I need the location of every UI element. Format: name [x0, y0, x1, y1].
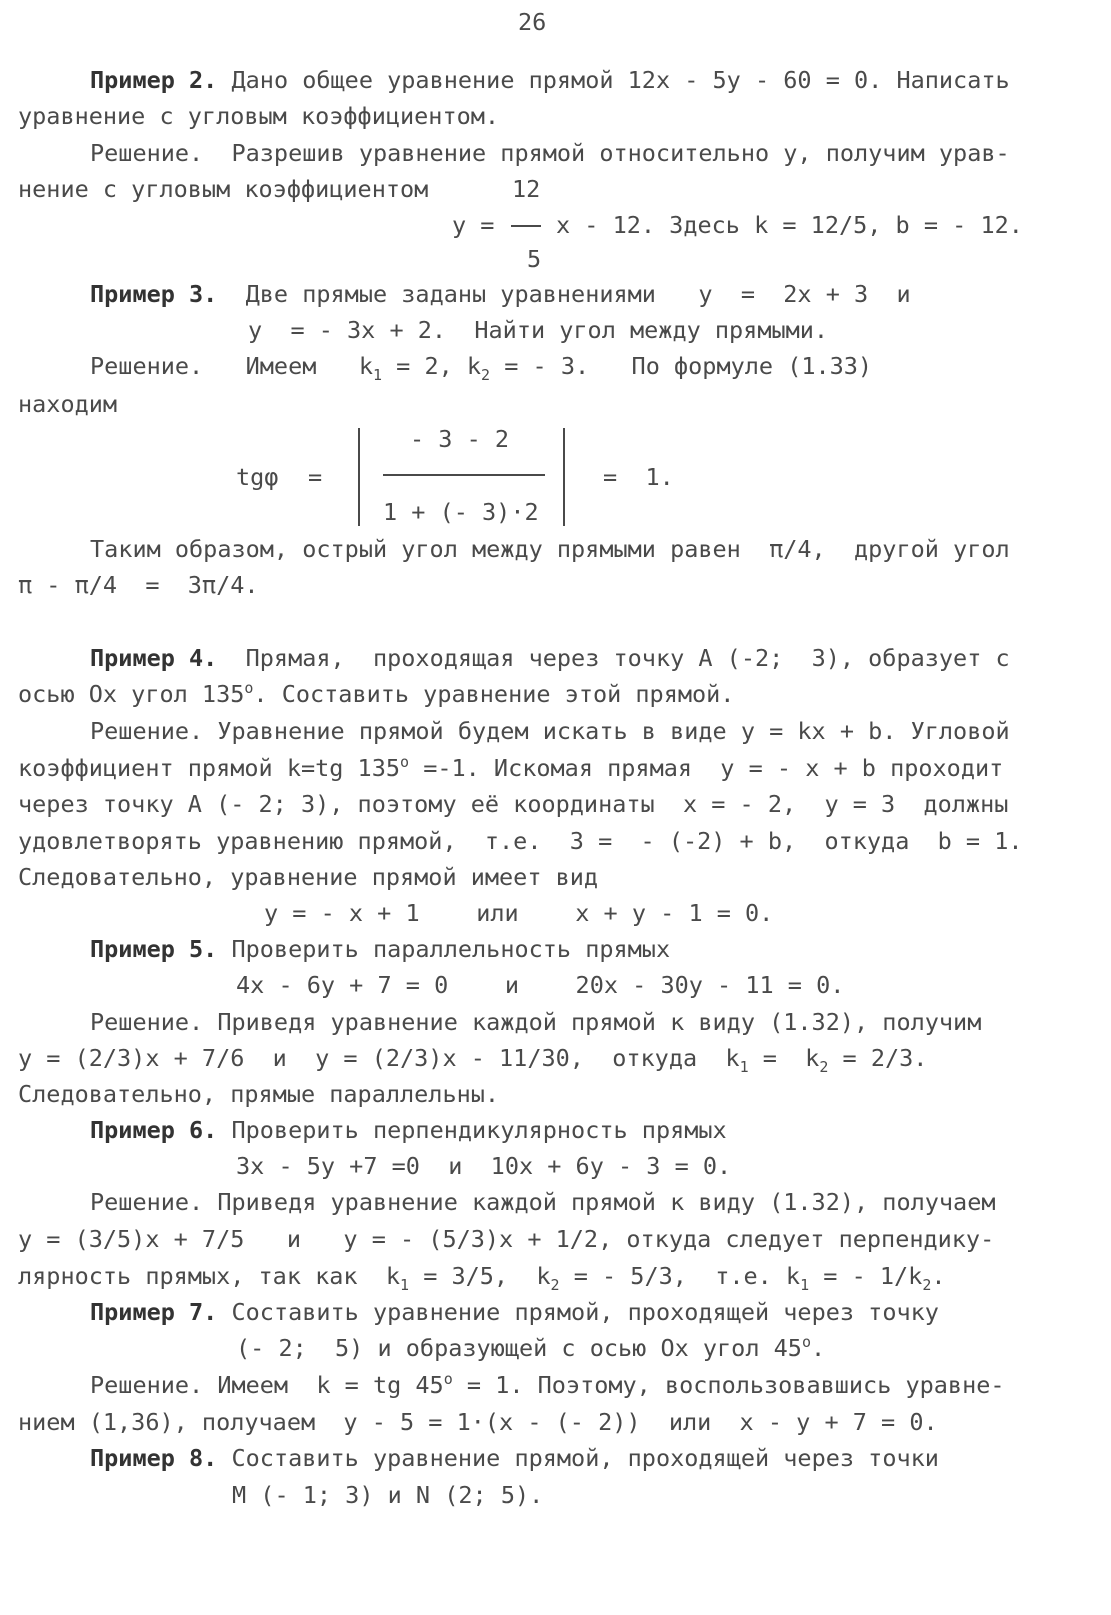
- example-3-solution-2: находим: [18, 390, 118, 418]
- example-4-solution-4: удовлетворять уравнению прямой, т.е. 3 = - (-2) + b, откуда b = 1.: [18, 827, 1023, 855]
- example-2-solution-1: Решение. Разрешив уравнение прямой относительно y, получим урав-: [90, 139, 1010, 167]
- example-4-label: Пример 4.: [90, 644, 218, 672]
- example-2-label: Пример 2.: [90, 66, 218, 94]
- example-2-line-2: уравнение с угловым коэффициентом.: [18, 102, 500, 130]
- example-5-solution-3: Следовательно, прямые параллельны.: [18, 1080, 500, 1108]
- example-5-line-2: 4x - 6y + 7 = 0 и 20x - 30y - 11 = 0.: [236, 971, 845, 999]
- abs-numerator: - 3 - 2: [410, 425, 510, 453]
- example-7-solution-2: нием (1,36), получаем y - 5 = 1·(x - (- 2)) или x - y + 7 = 0.: [18, 1408, 938, 1436]
- tg-phi: tgφ: [236, 463, 279, 491]
- example-5-line-1: Пример 5. Проверить параллельность прямых: [90, 935, 671, 963]
- abs-bar-left: [358, 428, 360, 526]
- example-3-conclusion-1: Таким образом, острый угол между прямыми равен π/4, другой угол: [90, 535, 1010, 563]
- example-7-label: Пример 7.: [90, 1298, 218, 1326]
- example-7-line-1: Пример 7. Составить уравнение прямой, проходящей через точку: [90, 1298, 939, 1326]
- example-6-solution-2: y = (3/5)x + 7/5 и y = - (5/3)x + 1/2, откуда следует перпендику-: [18, 1225, 995, 1253]
- example-2-line-1: Пример 2. Дано общее уравнение прямой 12x - 5y - 60 = 0. Написать: [90, 66, 1010, 94]
- example-6-line-1: Пример 6. Проверить перпендикулярность прямых: [90, 1116, 727, 1144]
- example-3-label: Пример 3.: [90, 280, 218, 308]
- example-7-solution-1: Решение. Имеем k = tg $45^o = 1$. Поэтому, воспользовавшись уравне-: [90, 1370, 1005, 1399]
- example-2-solution-2: нение с угловым коэффициентом: [18, 175, 429, 203]
- abs-bar-right: [563, 428, 565, 526]
- example-8-label: Пример 8.: [90, 1444, 218, 1472]
- example-5-solution-2: y = (2/3)x + 7/6 и y = (2/3)x - 11/30, откуда $k_1 = k_2 = 2/3$.: [18, 1044, 928, 1076]
- example-3-line-2: y = - 3x + 2. Найти угол между прямыми.: [248, 316, 829, 344]
- example-3-line-1: Пример 3. Две прямые заданы уравнениями y = 2x + 3 и: [90, 280, 911, 308]
- example-4-line-2: осью Ox угол 135$^o$. Составить уравнение этой прямой.: [18, 679, 735, 708]
- example-2-equation-rhs: x - 12. Здесь k = 12/5, b = - 12.: [556, 211, 1023, 239]
- example-2-equation-lhs: y =: [452, 211, 495, 239]
- example-8-line-2: M (- 1; 3) и N (2; 5).: [232, 1481, 544, 1509]
- example-2-fraction-numerator: 12: [512, 175, 541, 203]
- example-4-solution-5: Следовательно, уравнение прямой имеет вид: [18, 863, 599, 891]
- example-4-solution-1: Решение. Уравнение прямой будем искать в виде y = kx + b. Угловой: [90, 717, 1010, 745]
- example-8-line-1: Пример 8. Составить уравнение прямой, проходящей через точки: [90, 1444, 939, 1472]
- example-3-conclusion-2: π - π/4 = 3π/4.: [18, 571, 259, 599]
- example-4-solution-3: через точку A (- 2; 3), поэтому её координаты x = - 2, y = 3 должны: [18, 790, 1009, 818]
- example-6-solution-1: Решение. Приведя уравнение каждой прямой к виду (1.32), получаем: [90, 1188, 996, 1216]
- example-2-fraction-denominator: 5: [527, 245, 542, 273]
- page-number: 26: [518, 8, 547, 36]
- abs-denominator: 1 + (- 3)·2: [383, 498, 539, 526]
- example-4-solution-2: коэффициент прямой k=tg $135^o =-1$. Искомая прямая y = - x + b проходит: [18, 753, 1004, 782]
- example-4-result: y = - x + 1 или x + y - 1 = 0.: [264, 899, 774, 927]
- example-2-fraction-bar: [511, 225, 541, 227]
- example-6-line-2: 3x - 5y +7 =0 и 10x + 6y - 3 = 0.: [236, 1152, 732, 1180]
- tg-equals: =: [308, 463, 323, 491]
- tg-result: = 1.: [603, 463, 674, 491]
- abs-fraction-bar: [383, 474, 545, 476]
- example-5-label: Пример 5.: [90, 935, 218, 963]
- example-6-solution-3: лярность прямых, так как $k_1 = 3/5$, $k_2$ = - 5/3, т.е. $k_1$ = - $1/k_2$.: [18, 1262, 946, 1294]
- example-6-label: Пример 6.: [90, 1116, 218, 1144]
- example-5-solution-1: Решение. Приведя уравнение каждой прямой к виду (1.32), получим: [90, 1008, 982, 1036]
- example-7-line-2: (- 2; 5) и образующей с осью Ox угол 45$^o$.: [236, 1333, 826, 1362]
- example-3-solution-1: Решение. Имеем $k_1 = 2$, $k_2$ = - 3. По формуле (1.33): [90, 352, 873, 384]
- example-4-line-1: Пример 4. Прямая, проходящая через точку A (-2; 3), образует с: [90, 644, 1010, 672]
